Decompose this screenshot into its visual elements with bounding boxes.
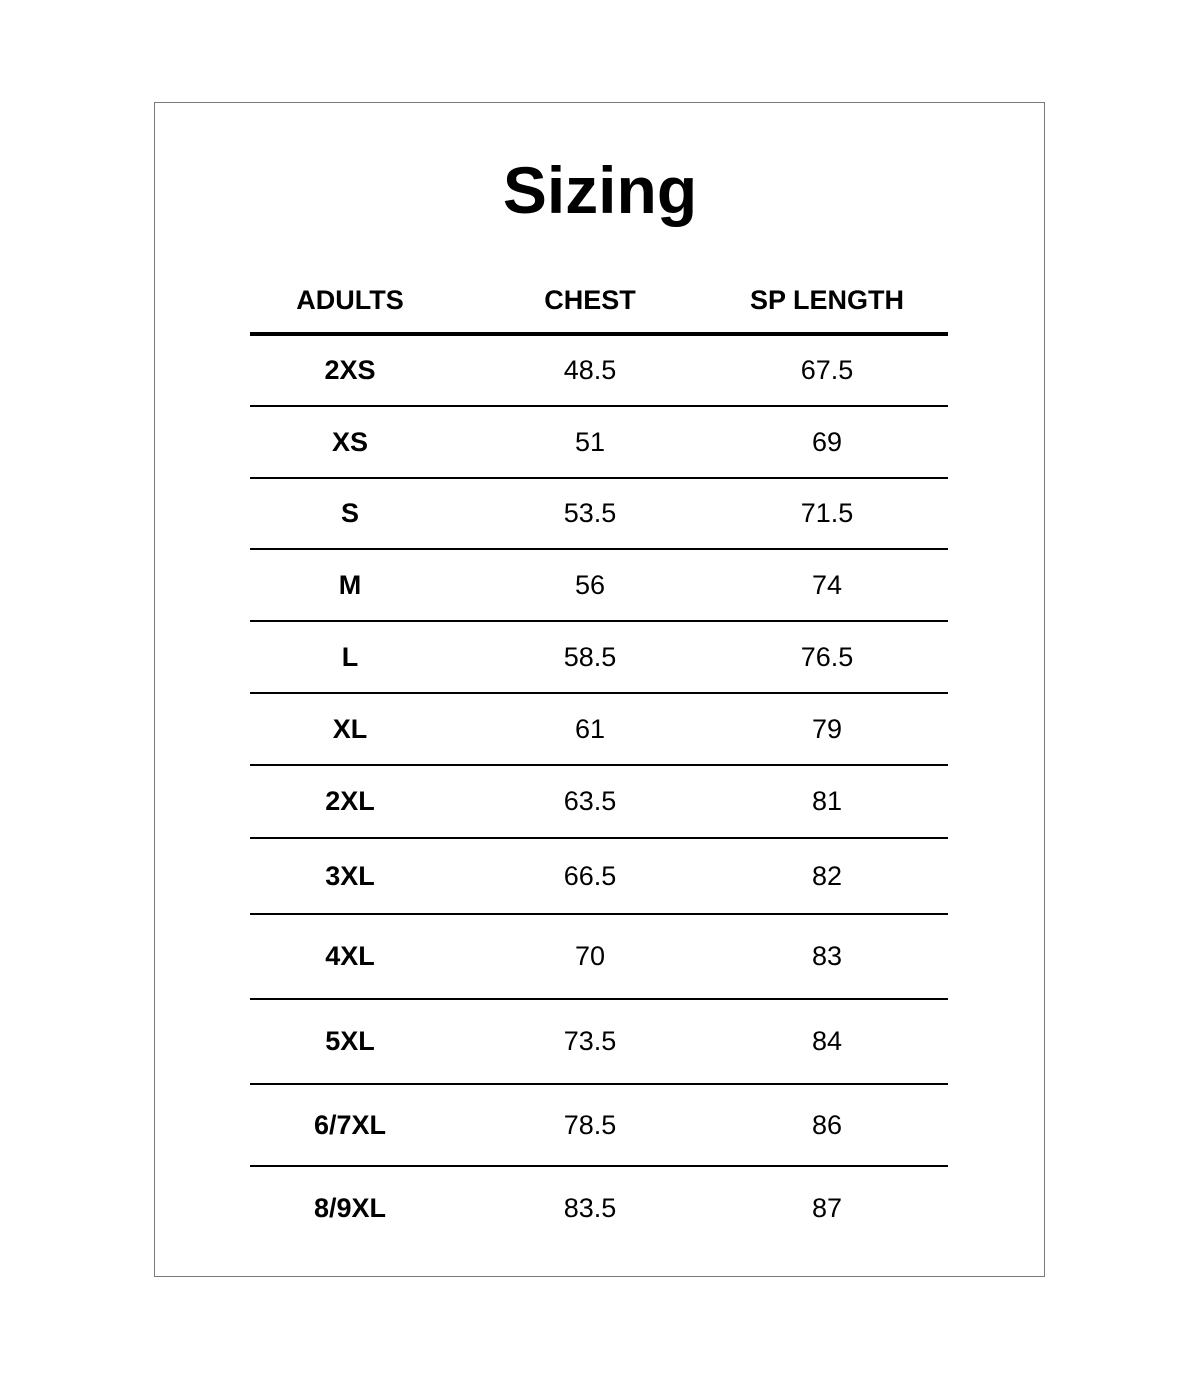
chest-cell: 58.5 (563, 642, 617, 672)
table-row (250, 1085, 948, 1167)
size-cell: 2XS (324, 355, 376, 385)
sp-length-cell: 69 (811, 427, 843, 457)
size-cell: S (340, 498, 359, 528)
chest-cell: 61 (574, 714, 606, 744)
table-row (250, 479, 948, 550)
chest-cell: 63.5 (563, 786, 617, 816)
sp-length-cell: 81 (811, 786, 843, 816)
sp-length-cell: 87 (811, 1193, 843, 1223)
size-cell: XS (331, 427, 369, 457)
size-cell: L (341, 642, 359, 672)
size-cell: XL (332, 714, 368, 744)
header-chest: CHEST (544, 285, 636, 315)
size-cell: M (338, 570, 362, 600)
chest-cell: 73.5 (563, 1026, 617, 1056)
size-cell: 6/7XL (313, 1110, 387, 1140)
chest-cell: 66.5 (563, 861, 617, 891)
table-row (250, 839, 948, 915)
chest-cell: 51 (574, 427, 606, 457)
page-title: Sizing (502, 153, 698, 227)
chest-cell: 56 (574, 570, 606, 600)
sp-length-cell: 83 (811, 941, 843, 971)
size-table-body (250, 336, 948, 1251)
size-cell: 8/9XL (313, 1193, 387, 1223)
sp-length-cell: 74 (811, 570, 843, 600)
chest-cell: 48.5 (563, 355, 617, 385)
size-cell: 3XL (325, 861, 375, 891)
sp-length-cell: 79 (811, 714, 843, 744)
sp-length-cell: 71.5 (800, 498, 854, 528)
table-row (250, 1167, 948, 1251)
sp-length-cell: 84 (811, 1026, 843, 1056)
header-sp-length: SP LENGTH (749, 285, 905, 315)
table-row (250, 915, 948, 1000)
table-row (250, 766, 948, 839)
chest-cell: 53.5 (563, 498, 617, 528)
sp-length-cell: 86 (811, 1110, 843, 1140)
sp-length-cell: 82 (811, 861, 843, 891)
table-row (250, 336, 948, 407)
table-row (250, 694, 948, 766)
table-row (250, 550, 948, 622)
table-row (250, 1000, 948, 1085)
chest-cell: 78.5 (563, 1110, 617, 1140)
size-cell: 5XL (325, 1026, 375, 1056)
size-cell: 2XL (325, 786, 375, 816)
sp-length-cell: 76.5 (800, 642, 854, 672)
table-row (250, 407, 948, 479)
sp-length-cell: 67.5 (800, 355, 854, 385)
chest-cell: 70 (574, 941, 606, 971)
size-cell: 4XL (325, 941, 375, 971)
table-row (250, 622, 948, 694)
table-header (250, 278, 948, 322)
chest-cell: 83.5 (563, 1193, 617, 1223)
header-adults: ADULTS (296, 285, 404, 315)
